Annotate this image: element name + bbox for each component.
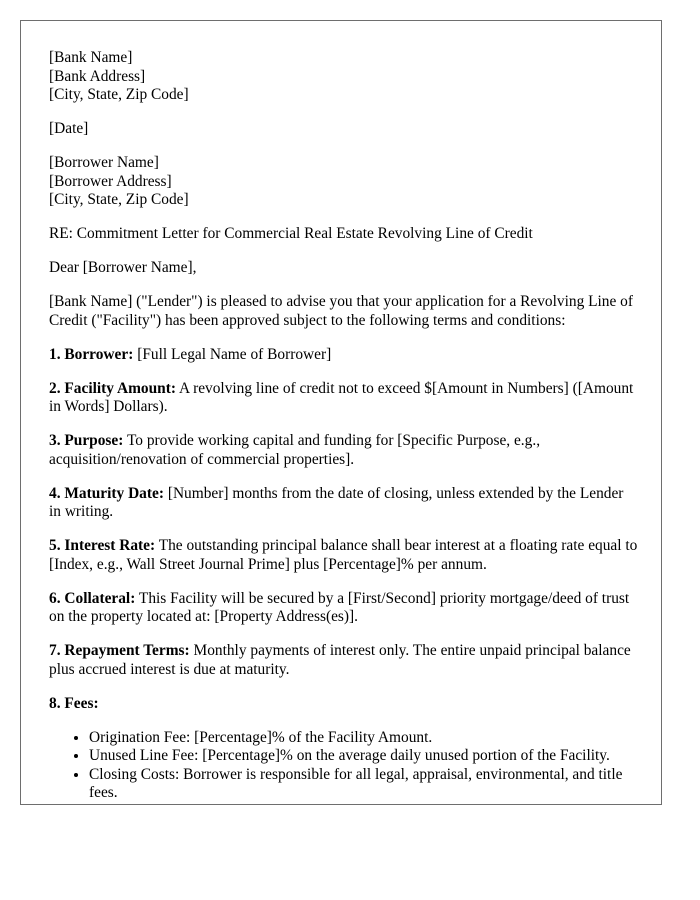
letter-page	[20, 20, 662, 805]
term-label: 7. Repayment Terms:	[49, 642, 190, 659]
subject-text: RE: Commitment Letter for Commercial Real Estate Revolving Line of Credit	[49, 225, 533, 242]
term-interest-rate	[49, 537, 639, 574]
term-label: 1. Borrower:	[49, 345, 134, 363]
salutation	[49, 259, 639, 278]
fees-label: 8. Fees:	[49, 694, 99, 712]
sender-address	[49, 49, 639, 105]
recipient-borrower-name: [Borrower Name]	[49, 154, 159, 171]
term-text: [Full Legal Name of Borrower]	[133, 345, 332, 363]
intro-text: [Bank Name] ("Lender") is pleased to advise you that your application for a Revolving Line of Credit ("Facility") has been approved subject to the following terms and conditions:	[49, 293, 633, 329]
term-label: 5. Interest Rate:	[49, 537, 156, 554]
letter-content	[49, 49, 639, 803]
term-borrower	[49, 346, 639, 365]
fee-item-unused-line: • Unused Line Fee: [Percentage]% on the average daily unused portion of the Facility.	[89, 747, 639, 766]
term-label: 3. Purpose:	[49, 432, 124, 449]
term-maturity-date	[49, 485, 639, 522]
term-repayment	[49, 642, 639, 679]
letter-date	[49, 120, 639, 139]
term-text: To provide working capital and funding for [Specific Purpose, e.g., acquisition/renovation of commercial properties].	[49, 432, 541, 468]
term-text: The outstanding principal balance shall bear interest at a floating rate equal to [Index, e.g., Wall Street Journal Prime] plus [Percentage]% per annum.	[49, 537, 638, 573]
term-collateral	[49, 590, 639, 627]
term-fees	[49, 695, 639, 714]
term-text: [Number] months from the date of closing, unless extended by the Lender in writing.	[49, 484, 624, 520]
fee-item-origination: • Origination Fee: [Percentage]% of the Facility Amount.	[89, 729, 639, 748]
term-text: This Facility will be secured by a [First/Second] priority mortgage/deed of trust on the property located at: [Property Address(es)].	[49, 589, 630, 625]
sender-bank-address: [Bank Address]	[49, 67, 146, 85]
sender-bank-name: [Bank Name]	[49, 49, 133, 66]
term-text: A revolving line of credit not to exceed $[Amount in Numbers] ([Amount in Words] Dollars).	[49, 379, 634, 415]
term-facility-amount	[49, 380, 639, 417]
recipient-borrower-address: [Borrower Address]	[49, 172, 172, 190]
salutation-text: Dear [Borrower Name],	[49, 259, 197, 276]
term-label: 6. Collateral:	[49, 589, 136, 607]
fees-list	[49, 729, 639, 803]
sender-city-state-zip: [City, State, Zip Code]	[49, 86, 189, 103]
recipient-address	[49, 154, 639, 210]
term-label: 4. Maturity Date:	[49, 484, 164, 502]
recipient-city-state-zip: [City, State, Zip Code]	[49, 191, 189, 208]
intro-paragraph	[49, 293, 639, 330]
term-text: Monthly payments of interest only. The entire unpaid principal balance plus accrued interest is due at maturity.	[49, 642, 631, 678]
term-purpose	[49, 432, 639, 469]
date-text: [Date]	[49, 120, 89, 137]
subject-line	[49, 225, 639, 244]
fee-item-closing-costs: • Closing Costs: Borrower is responsible for all legal, appraisal, environmental, and title fees.	[89, 766, 639, 803]
term-label: 2. Facility Amount:	[49, 379, 176, 397]
